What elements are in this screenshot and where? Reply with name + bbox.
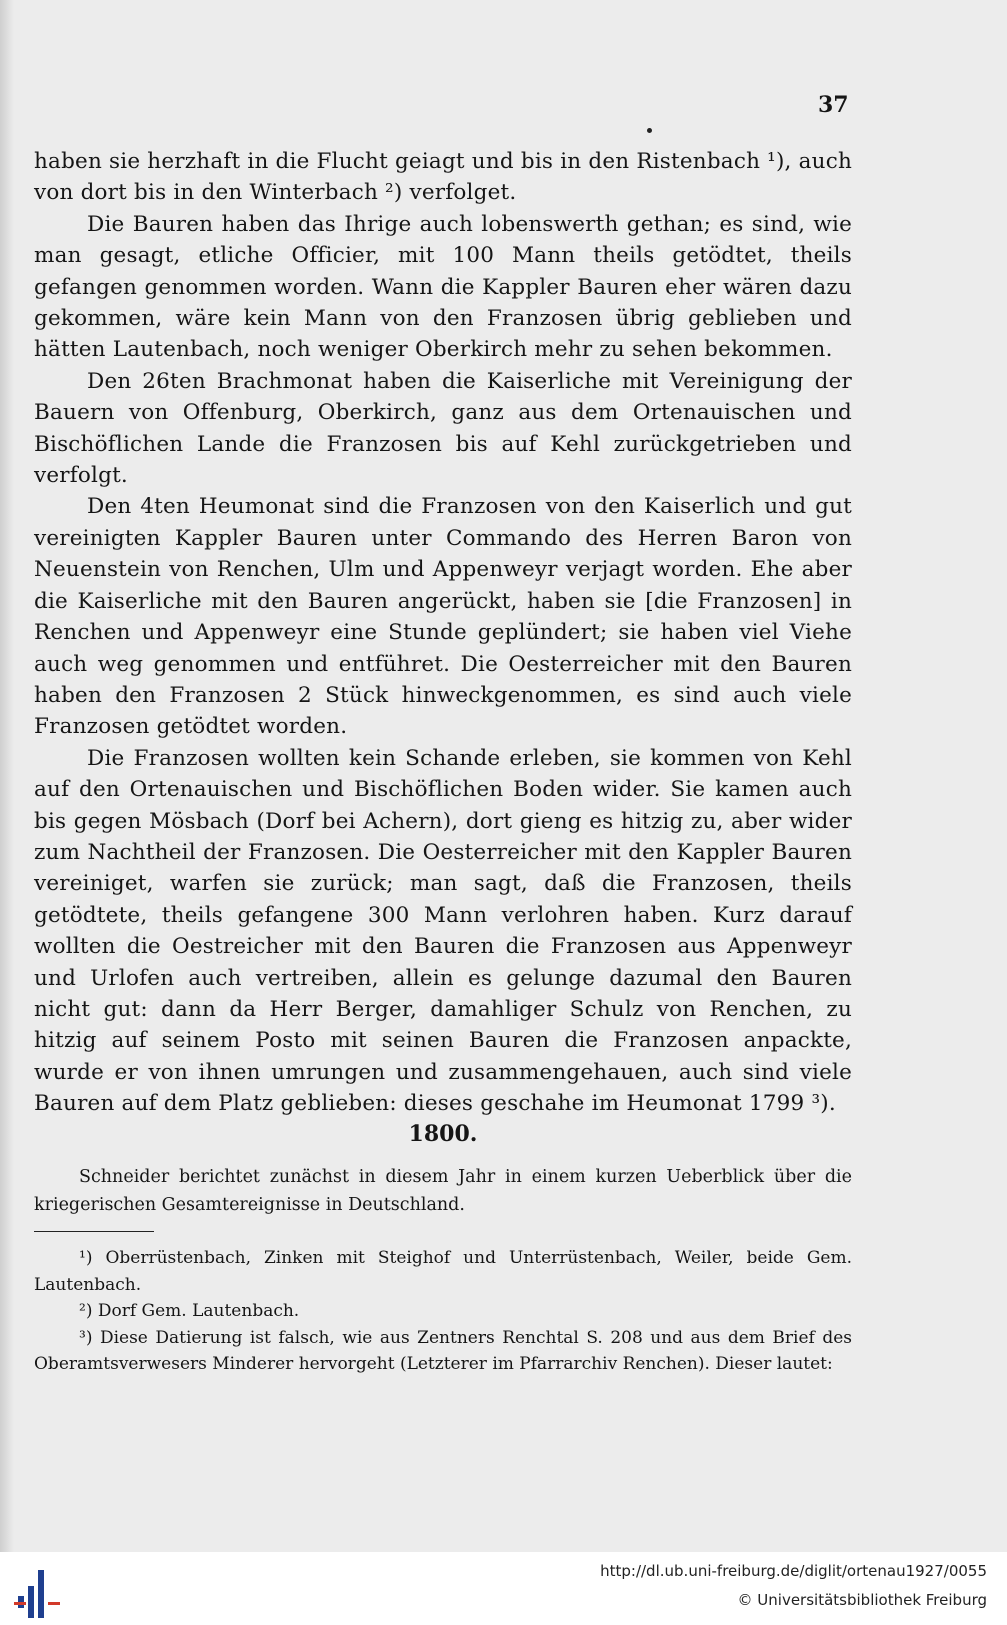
main-text xyxy=(34,146,852,1120)
year-heading: 1800. xyxy=(408,1121,478,1147)
library-logo-icon xyxy=(14,1566,62,1618)
paragraph: Die Franzosen wollten kein Schande erleben, sie kommen von Kehl auf den Ortenauischen und Bischöflichen Boden wider. Sie kamen auch bis gegen Mösbach (Dorf bei Achern), dort gieng es hitzig zu, aber wider zum Nachtheil der Franzosen. Die Oesterreicher mit den Kappler Bauren vereiniget, warfen sie zurück; man sagt, daß die Franzosen, theils getödtete, theils gefangene 300 Mann verlohren haben. Kurz darauf wollten die Oestreicher mit den Bauren die Franzosen aus Appenweyr und Urlofen auch vertreiben, allein es gelunge dazumal den Bauren nicht gut: dann da Herr Berger, damahliger Schulz von Renchen, zu hitzig auf seinem Posto mit seinen Bauren die Franzosen anpackte, wurde er von ihnen umrungen und zusammengehauen, auch sind viele Bauren auf dem Platz geblieben: dieses geschahe im Heumonat 1799 ³). xyxy=(34,745,852,1117)
copyright-text: © Universitätsbibliothek Freiburg xyxy=(737,1591,987,1609)
page-number: 37 xyxy=(818,92,849,118)
footnote: ¹) Oberrüstenbach, Zinken mit Steighof und Unterrüstenbach, Weiler, beide Gem. Lautenbach. xyxy=(34,1248,852,1295)
section-summary: Schneider berichtet zunächst in diesem Jahr in einem kurzen Ueberblick über die kriegerischen Gesamtereignisse in Deutschland. xyxy=(34,1167,852,1215)
paragraph: Den 26ten Brachmonat haben die Kaiserliche mit Vereinigung der Bauern von Offenburg, Oberkirch, ganz aus dem Ortenauischen und Bischöflichen Lande die Franzosen bis auf Kehl zurückgetrieben und verfolgt. xyxy=(34,368,852,489)
paragraph: haben sie herzhaft in die Flucht geiagt und bis in den Ristenbach ¹), auch von dort bis in den Winterbach ²) verfolget. xyxy=(34,149,852,206)
footnote: ²) Dorf Gem. Lautenbach. xyxy=(79,1301,300,1321)
paragraph: Die Bauren haben das Ihrige auch lobenswerth gethan; es sind, wie man gesagt, etliche Officier, mit 100 Mann theils getödtet, theils gefangen genommen worden. Wann die Kappler Bauren eher wären dazu gekommen, wäre kein Mann von den Franzosen übrig geblieben und hätten Lautenbach, noch weniger Oberkirch mehr zu sehen bekommen. xyxy=(34,211,852,363)
viewer-footer xyxy=(0,1552,1007,1625)
ink-speck xyxy=(647,128,652,133)
footnotes xyxy=(34,1245,852,1378)
footnote-divider xyxy=(34,1231,154,1232)
permalink-link[interactable]: http://dl.ub.uni-freiburg.de/diglit/ortenau1927/0055 xyxy=(600,1562,987,1580)
page-edge-shadow xyxy=(0,0,14,1552)
paragraph: Den 4ten Heumonat sind die Franzosen von den Kaiserlich und gut vereinigten Kappler Bauren unter Commando des Herren Baron von Neuenstein von Renchen, Ulm und Appenweyr verjagt worden. Ehe aber die Kaiserliche mit den Bauren angerückt, haben sie [die Franzosen] in Renchen und Appenweyr eine Stunde geplündert; sie haben viel Viehe auch weg genommen und entführet. Die Oesterreicher mit den Bauren haben den Franzosen 2 Stück hinweckgenommen, es sind auch viele Franzosen getödtet worden. xyxy=(34,494,852,740)
footnote: ³) Diese Datierung ist falsch, wie aus Zentners Renchtal S. 208 und aus dem Brief des Oberamtsverwesers Minderer hervorgeht (Letzterer im Pfarrarchiv Renchen). Dieser lautet: xyxy=(34,1327,852,1374)
